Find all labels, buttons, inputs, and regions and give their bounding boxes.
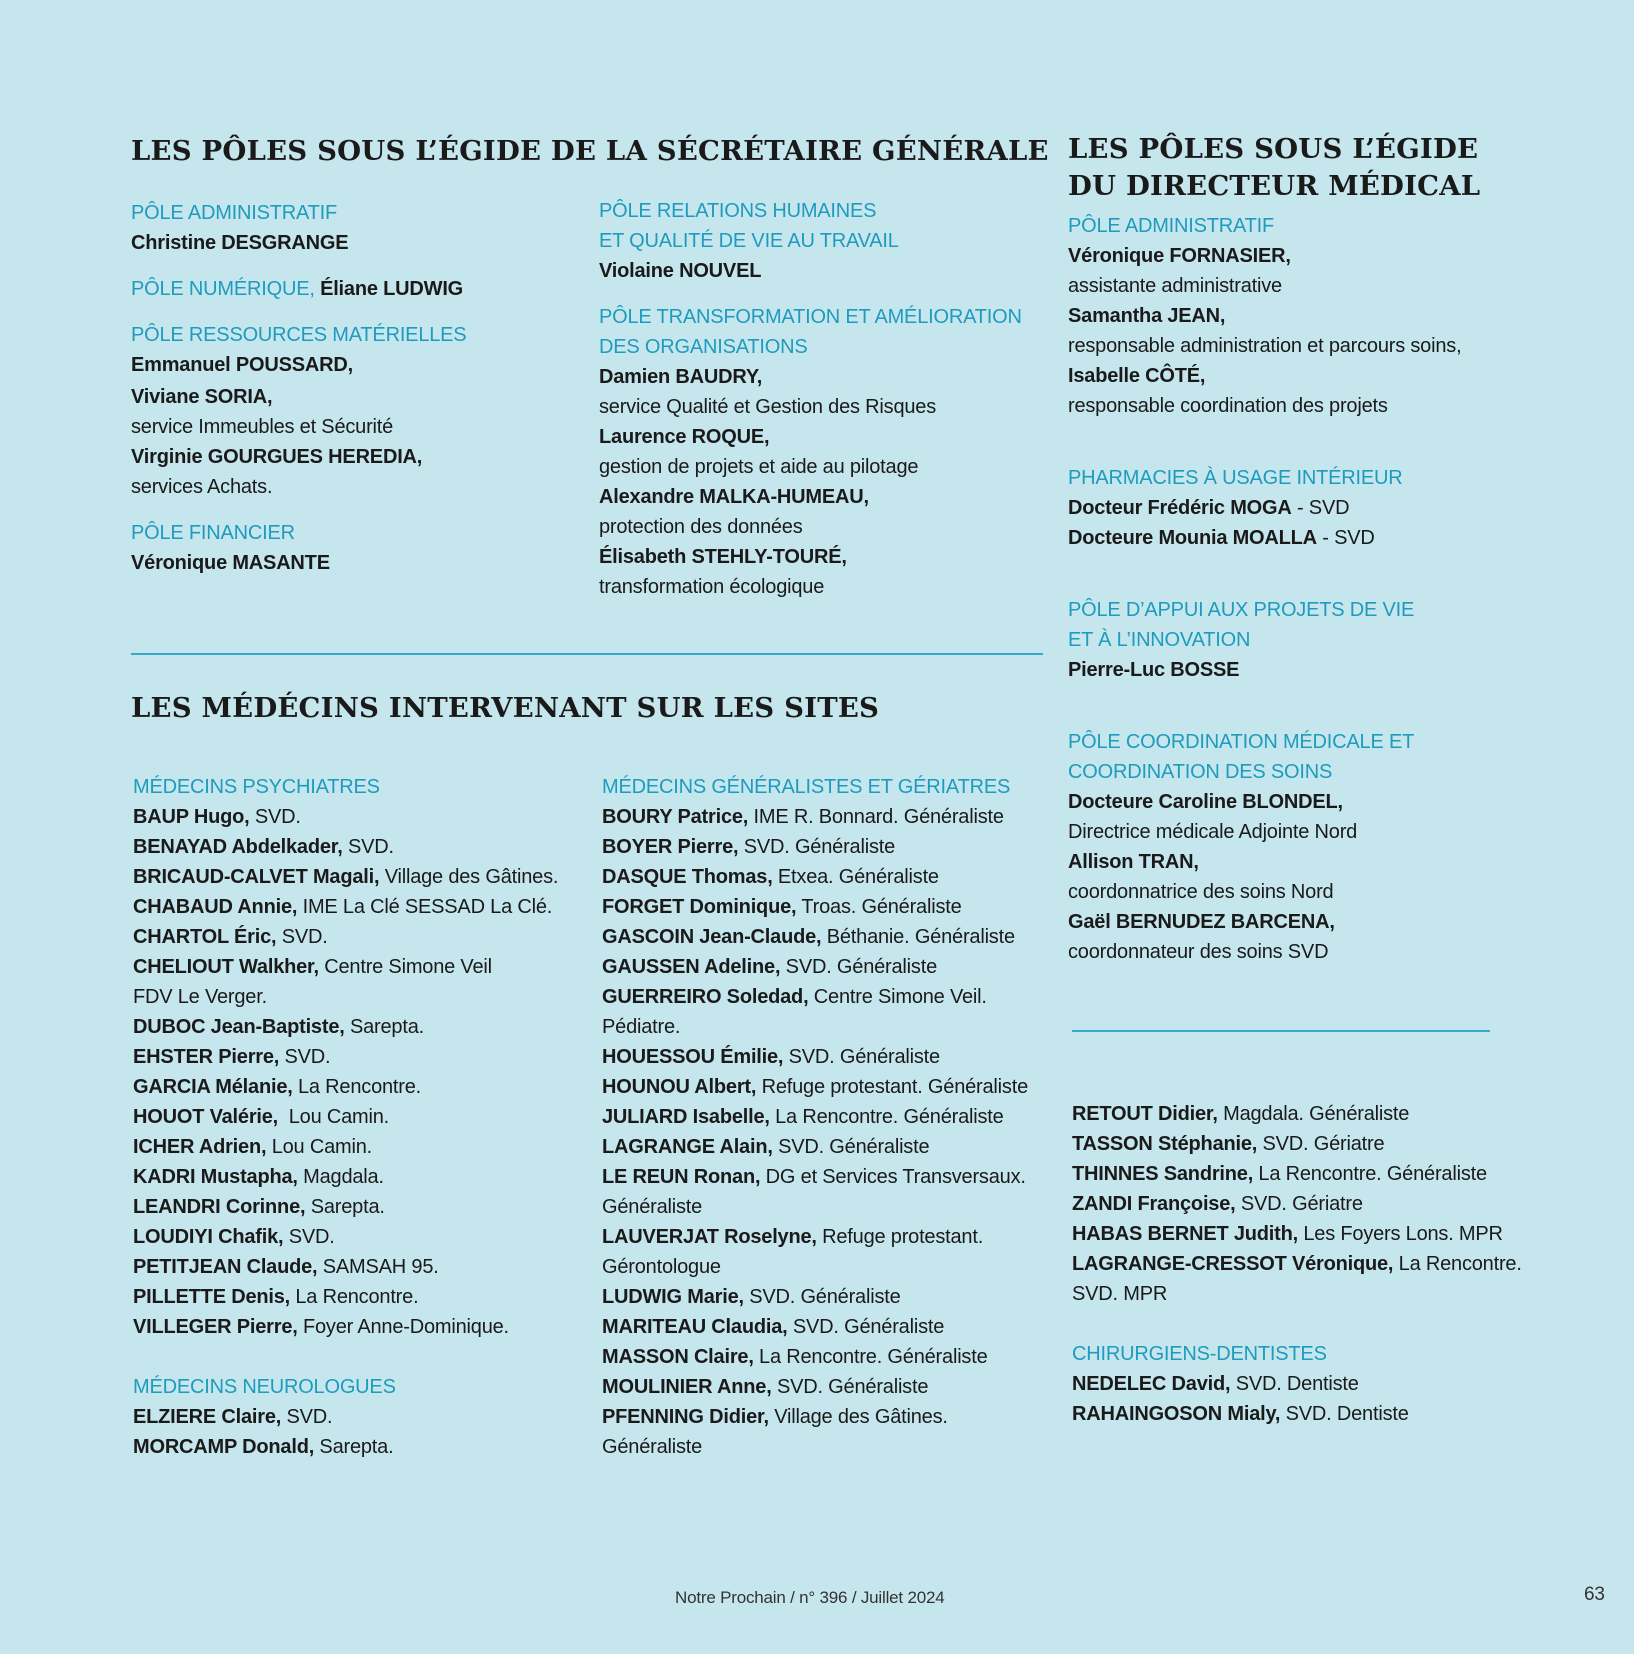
doctor-entry	[133, 1192, 583, 1222]
doctor-site: La Rencontre.	[292, 1076, 422, 1098]
doctor-entry	[1072, 1399, 1552, 1429]
pharma-line	[1068, 493, 1568, 523]
doctor-site: SVD. Généraliste	[743, 1286, 901, 1308]
doctor-name: HOUOT Valérie,	[133, 1106, 279, 1128]
doctor-site: SAMSAH 95.	[317, 1256, 439, 1278]
doctor-name: LE REUN Ronan,	[602, 1166, 761, 1188]
doctor-entry	[602, 1372, 1052, 1402]
doctor-site: La Rencontre.	[290, 1286, 419, 1308]
doctor-entry	[602, 1402, 1052, 1432]
pharma-suffix: - SVD	[1291, 496, 1350, 519]
doctor-name: BOURY Patrice,	[602, 806, 749, 828]
doctor-entry	[1072, 1219, 1552, 1249]
doctor-name: DUBOC Jean-Baptiste,	[133, 1016, 345, 1038]
pole-rh-label-2: ET QUALITÉ DE VIE AU TRAVAIL	[599, 230, 899, 252]
pole-transfo-label-2: DES ORGANISATIONS	[599, 336, 808, 358]
doctor-site: SVD.	[283, 1226, 335, 1248]
doctor-site: La Rencontre. Généraliste	[753, 1346, 988, 1368]
doctor-site: Etxea. Généraliste	[772, 866, 939, 888]
doctor-entry	[1072, 1189, 1552, 1219]
doctor-site: Troas. Généraliste	[796, 896, 962, 918]
doctor-site: FDV Le Verger.	[133, 986, 267, 1008]
pole-numerique-name: Éliane LUDWIG	[320, 278, 464, 300]
pole-rh-label-1: PÔLE RELATIONS HUMAINES	[599, 200, 877, 222]
doctor-entry	[133, 1282, 583, 1312]
ressources-name-3: Virginie GOURGUES HEREDIA,	[131, 446, 423, 468]
doctor-entry	[1072, 1369, 1552, 1399]
doctor-site: SVD.	[279, 1046, 331, 1068]
gen-column	[602, 772, 1052, 1462]
doctor-name: VILLEGER Pierre,	[133, 1316, 298, 1338]
doctor-entry	[602, 1132, 1052, 1162]
transfo-person-role: transformation écologique	[599, 576, 825, 598]
doctor-entry	[602, 1162, 1052, 1192]
doctor-site: Pédiatre.	[602, 1016, 681, 1038]
doctor-name: MASSON Claire,	[602, 1346, 754, 1368]
pharma-line	[1068, 523, 1568, 553]
doctor-entry	[602, 1042, 1052, 1072]
dm-admin-name: Véronique FORNASIER,	[1068, 244, 1291, 267]
doctor-name: LOUDIYI Chafik,	[133, 1226, 284, 1248]
doctor-entry	[602, 982, 1052, 1012]
doctor-name: GASCOIN Jean-Claude,	[602, 926, 822, 948]
appui-label-1: PÔLE D’APPUI AUX PROJETS DE VIE	[1068, 598, 1415, 621]
doctor-site: Centre Simone Veil.	[808, 986, 987, 1008]
pole-numerique-label: PÔLE NUMÉRIQUE,	[131, 278, 315, 300]
doctor-site: Village des Gâtines.	[379, 866, 559, 888]
dm-column	[1068, 130, 1568, 967]
coord-role: coordonnateur des soins SVD	[1068, 940, 1329, 963]
doctor-site: SVD.	[342, 836, 394, 858]
doctor-name: THINNES Sandrine,	[1072, 1163, 1254, 1185]
pole-financier-name: Véronique MASANTE	[131, 552, 330, 574]
ressources-name-2: Viviane SORIA,	[131, 386, 273, 408]
doctor-entry	[602, 892, 1052, 922]
doctor-entry	[602, 1312, 1052, 1342]
coord-name: Docteure Caroline BLONDEL,	[1068, 790, 1343, 813]
gen-label: MÉDECINS GÉNÉRALISTES ET GÉRIATRES	[602, 776, 1011, 798]
doctor-name: RAHAINGOSON Mialy,	[1072, 1403, 1281, 1425]
doctor-entry	[133, 952, 583, 982]
doctor-site: SVD. Dentiste	[1230, 1373, 1359, 1395]
doctor-site: La Rencontre.	[1393, 1253, 1522, 1275]
doctor-name: GARCIA Mélanie,	[133, 1076, 293, 1098]
right-section-title-line1: LES PÔLES SOUS L’ÉGIDE	[1068, 133, 1479, 165]
doctor-site: Sarepta.	[305, 1196, 385, 1218]
doctor-entry	[133, 802, 583, 832]
doctor-entry	[602, 1222, 1052, 1252]
medecins-title: LES MÉDÉCINS INTERVENANT SUR LES SITES	[131, 692, 880, 724]
coord-role: Directrice médicale Adjointe Nord	[1068, 820, 1358, 843]
doctor-site: Village des Gâtines.	[768, 1406, 948, 1428]
doctor-site: Généraliste	[602, 1436, 703, 1458]
coord-role: coordonnatrice des soins Nord	[1068, 880, 1334, 903]
doctor-site: Centre Simone Veil	[318, 956, 492, 978]
neuro-list	[133, 1402, 583, 1462]
doctor-site: SVD. Généraliste	[783, 1046, 940, 1068]
right-section-title-line2: DU DIRECTEUR MÉDICAL	[1068, 169, 1481, 202]
doctor-site: Les Foyers Lons. MPR	[1298, 1223, 1503, 1245]
doctor-site: IME R. Bonnard. Généraliste	[748, 806, 1004, 828]
sg-column-1	[131, 198, 571, 578]
sg-column-2	[599, 196, 1029, 602]
doctor-name: CHABAUD Annie,	[133, 896, 298, 918]
doctor-entry	[133, 1222, 583, 1252]
doctor-name: RETOUT Didier,	[1072, 1103, 1218, 1125]
doctor-entry	[602, 1432, 1052, 1462]
doctor-name: BENAYAD Abdelkader,	[133, 836, 343, 858]
doctor-site: SVD. Généraliste	[780, 956, 937, 978]
doctor-site: La Rencontre. Généraliste	[769, 1106, 1004, 1128]
pole-administratif-label: PÔLE ADMINISTRATIF	[131, 202, 338, 224]
doctor-entry	[133, 982, 583, 1012]
doctor-name: HOUESSOU Émilie,	[602, 1046, 784, 1068]
doctor-name: LAGRANGE Alain,	[602, 1136, 773, 1158]
psy-column	[133, 772, 583, 1462]
doctor-name: PILLETTE Denis,	[133, 1286, 291, 1308]
doctor-site: SVD.	[276, 926, 328, 948]
pole-ressources-label: PÔLE RESSOURCES MATÉRIELLES	[131, 324, 467, 346]
doctor-site: SVD. Généraliste	[771, 1376, 929, 1398]
doctor-entry	[133, 1252, 583, 1282]
doctor-site: SVD. Gériatre	[1257, 1133, 1385, 1155]
doctor-entry	[602, 862, 1052, 892]
ressources-name-1: Emmanuel POUSSARD,	[131, 354, 354, 376]
pole-rh-name: Violaine NOUVEL	[599, 260, 762, 282]
doctor-name: PETITJEAN Claude,	[133, 1256, 318, 1278]
dm-admin-role: responsable coordination des projets	[1068, 394, 1388, 417]
doctor-entry	[1072, 1249, 1552, 1279]
doctor-name: LAUVERJAT Roselyne,	[602, 1226, 817, 1248]
doctor-name: CHELIOUT Walkher,	[133, 956, 319, 978]
doctor-site: Refuge protestant.	[816, 1226, 984, 1248]
transfo-person-role: gestion de projets et aide au pilotage	[599, 456, 919, 478]
doctor-entry	[133, 862, 583, 892]
left-section-title: LES PÔLES SOUS L’ÉGIDE DE LA SÉCRÉTAIRE GÉNÉRALE	[131, 135, 1049, 167]
pharma-suffix: - SVD	[1316, 526, 1375, 549]
doctor-name: BOYER Pierre,	[602, 836, 739, 858]
coord-name: Allison TRAN,	[1068, 850, 1199, 873]
psy-list	[133, 802, 583, 1342]
gen-cont-list	[1072, 1099, 1552, 1309]
doctor-name: ICHER Adrien,	[133, 1136, 267, 1158]
doctor-entry	[133, 1132, 583, 1162]
doctor-site: Lou Camin.	[266, 1136, 372, 1158]
doctor-site: Sarepta.	[314, 1436, 394, 1458]
doctor-name: ELZIERE Claire,	[133, 1406, 282, 1428]
doctor-entry	[1072, 1279, 1552, 1309]
transfo-person-name: Élisabeth STEHLY-TOURÉ,	[599, 546, 847, 568]
doctor-site: SVD. Généraliste	[787, 1316, 945, 1338]
doctor-site: DG et Services Transversaux.	[760, 1166, 1026, 1188]
doctor-entry	[133, 922, 583, 952]
medecins-header	[131, 689, 879, 728]
pole-financier-label: PÔLE FINANCIER	[131, 522, 295, 544]
gen-list	[602, 802, 1052, 1462]
doctor-entry	[602, 952, 1052, 982]
transfo-person-name: Damien BAUDRY,	[599, 366, 763, 388]
doctor-site: Béthanie. Généraliste	[821, 926, 1015, 948]
doctor-site: SVD. Généraliste	[772, 1136, 930, 1158]
doctor-site: Magdala.	[297, 1166, 384, 1188]
doctor-entry	[602, 1072, 1052, 1102]
doctor-site: SVD.	[249, 806, 301, 828]
doctor-name: LEANDRI Corinne,	[133, 1196, 306, 1218]
doctor-name: LAGRANGE-CRESSOT Véronique,	[1072, 1253, 1394, 1275]
doctor-name: HOUNOU Albert,	[602, 1076, 757, 1098]
doctor-entry	[602, 802, 1052, 832]
doctor-site: Refuge protestant. Généraliste	[756, 1076, 1028, 1098]
doctor-entry	[602, 1252, 1052, 1282]
psy-label: MÉDECINS PSYCHIATRES	[133, 776, 380, 798]
appui-name: Pierre-Luc BOSSE	[1068, 658, 1240, 681]
doctor-name: ZANDI Françoise,	[1072, 1193, 1236, 1215]
doctor-entry	[133, 1402, 583, 1432]
pharma-name: Docteur Frédéric MOGA	[1068, 496, 1292, 519]
doctor-name: LUDWIG Marie,	[602, 1286, 744, 1308]
doctor-site: La Rencontre. Généraliste	[1253, 1163, 1487, 1185]
dm-admin-name: Samantha JEAN,	[1068, 304, 1226, 327]
dm-admin-name: Isabelle CÔTÉ,	[1068, 364, 1206, 387]
section-divider	[131, 653, 1043, 655]
ressources-role-3: services Achats.	[131, 476, 273, 498]
doctor-site: SVD.	[281, 1406, 333, 1428]
pole-numerique	[131, 274, 571, 304]
doctor-entry	[133, 832, 583, 862]
doctor-name: NEDELEC David,	[1072, 1373, 1231, 1395]
doctor-entry	[1072, 1129, 1552, 1159]
doctor-site: SVD. MPR	[1072, 1283, 1168, 1305]
ressources-role-2: service Immeubles et Sécurité	[131, 416, 394, 438]
doctor-name: KADRI Mustapha,	[133, 1166, 298, 1188]
dm-admin-role: responsable administration et parcours soins,	[1068, 334, 1462, 357]
doctor-name: HABAS BERNET Judith,	[1072, 1223, 1299, 1245]
doctor-entry	[133, 1432, 583, 1462]
doctor-entry	[133, 892, 583, 922]
doctor-entry	[602, 832, 1052, 862]
doctor-entry	[602, 1342, 1052, 1372]
doctor-name: BAUP Hugo,	[133, 806, 250, 828]
doctor-entry	[1072, 1159, 1552, 1189]
dm-admin-label: PÔLE ADMINISTRATIF	[1068, 214, 1275, 237]
doctor-entry	[133, 1012, 583, 1042]
footer-publication: Notre Prochain / n° 396 / Juillet 2024	[675, 1588, 945, 1607]
doctor-entry	[602, 1282, 1052, 1312]
doctor-entry	[133, 1312, 583, 1342]
doctor-site: Sarepta.	[344, 1016, 424, 1038]
doctor-site: Lou Camin.	[278, 1106, 390, 1128]
doctor-name: EHSTER Pierre,	[133, 1046, 280, 1068]
doctor-site: SVD. Gériatre	[1235, 1193, 1363, 1215]
doctor-site: SVD. Dentiste	[1280, 1403, 1409, 1425]
left-section-header	[131, 132, 1049, 171]
doctor-entry	[133, 1072, 583, 1102]
gen-cont-column	[1072, 1099, 1552, 1429]
transfo-person-role: service Qualité et Gestion des Risques	[599, 396, 937, 418]
doctor-name: DASQUE Thomas,	[602, 866, 773, 888]
doctor-entry	[602, 922, 1052, 952]
right-divider	[1072, 1030, 1490, 1032]
pole-transfo-label-1: PÔLE TRANSFORMATION ET AMÉLIORATION	[599, 306, 1022, 328]
coord-label-2: COORDINATION DES SOINS	[1068, 760, 1333, 783]
doctor-entry	[602, 1012, 1052, 1042]
transfo-person-role: protection des données	[599, 516, 803, 538]
appui-label-2: ET À L’INNOVATION	[1068, 628, 1251, 651]
coord-name: Gaël BERNUDEZ BARCENA,	[1068, 910, 1335, 933]
doctor-site: Gérontologue	[602, 1256, 721, 1278]
doctor-name: GUERREIRO Soledad,	[602, 986, 809, 1008]
doctor-name: PFENNING Didier,	[602, 1406, 769, 1428]
coord-label-1: PÔLE COORDINATION MÉDICALE ET	[1068, 730, 1415, 753]
doctor-name: MORCAMP Donald,	[133, 1436, 315, 1458]
doctor-name: FORGET Dominique,	[602, 896, 797, 918]
dent-label: CHIRURGIENS-DENTISTES	[1072, 1343, 1327, 1365]
doctor-name: BRICAUD-CALVET Magali,	[133, 866, 380, 888]
dm-admin-role: assistante administrative	[1068, 274, 1282, 297]
dent-list	[1072, 1369, 1552, 1429]
page-number: 63	[1584, 1584, 1605, 1605]
doctor-site: IME La Clé SESSAD La Clé.	[297, 896, 553, 918]
doctor-name: CHARTOL Éric,	[133, 926, 277, 948]
pharma-label: PHARMACIES À USAGE INTÉRIEUR	[1068, 466, 1403, 489]
doctor-name: MOULINIER Anne,	[602, 1376, 772, 1398]
doctor-site: Généraliste	[602, 1196, 703, 1218]
doctor-site: Magdala. Généraliste	[1217, 1103, 1410, 1125]
doctor-entry	[133, 1042, 583, 1072]
doctor-site: Foyer Anne-Dominique.	[297, 1316, 509, 1338]
doctor-site: SVD. Généraliste	[738, 836, 896, 858]
doctor-name: TASSON Stéphanie,	[1072, 1133, 1258, 1155]
doctor-entry	[133, 1162, 583, 1192]
neuro-label: MÉDECINS NEUROLOGUES	[133, 1376, 396, 1398]
doctor-name: GAUSSEN Adeline,	[602, 956, 781, 978]
doctor-entry	[1072, 1099, 1552, 1129]
transfo-person-name: Alexandre MALKA-HUMEAU,	[599, 486, 869, 508]
pole-administratif-name: Christine DESGRANGE	[131, 232, 349, 254]
doctor-entry	[602, 1192, 1052, 1222]
pharma-name: Docteure Mounia MOALLA	[1068, 526, 1317, 549]
doctor-entry	[602, 1102, 1052, 1132]
transfo-person-name: Laurence ROQUE,	[599, 426, 770, 448]
doctor-name: JULIARD Isabelle,	[602, 1106, 770, 1128]
doctor-entry	[133, 1102, 583, 1132]
doctor-name: MARITEAU Claudia,	[602, 1316, 788, 1338]
